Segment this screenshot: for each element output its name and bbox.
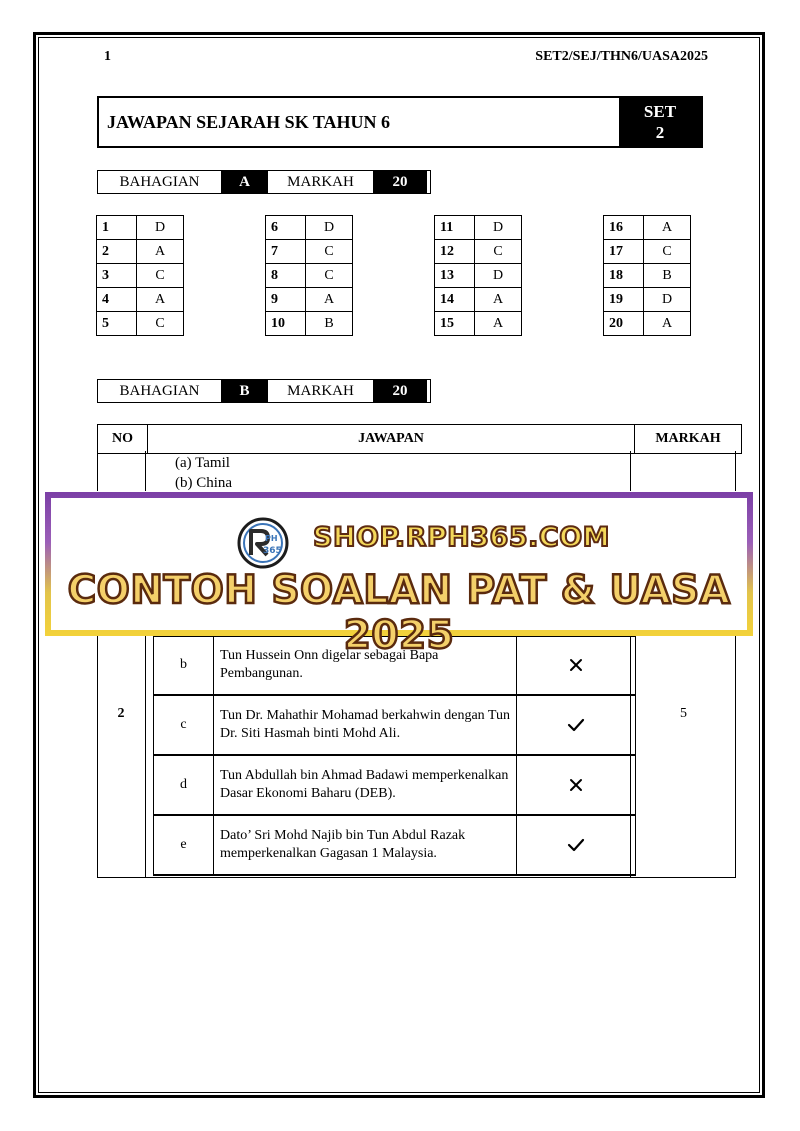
statement-letter: c xyxy=(154,695,214,755)
answer-letter: C xyxy=(475,240,522,264)
answer-table-1 xyxy=(96,215,184,336)
statement-row xyxy=(154,815,636,875)
statement-text: Tun Dr. Mahathir Mohamad berkahwin dengan Tun Dr. Siti Hasmah binti Mohd Ali. xyxy=(214,695,517,755)
answer-letter: D xyxy=(475,264,522,288)
answer-row xyxy=(266,312,353,336)
question-number: 19 xyxy=(604,288,644,312)
answer-letter: C xyxy=(644,240,691,264)
answer-letter: C xyxy=(306,240,353,264)
answer-row xyxy=(604,264,691,288)
answer-row xyxy=(97,312,184,336)
answer-letter: A xyxy=(644,216,691,240)
answer-row xyxy=(604,288,691,312)
answer-row xyxy=(266,216,353,240)
question-number: 12 xyxy=(435,240,475,264)
set-label: SET xyxy=(643,102,677,121)
question-2-statement-table xyxy=(153,636,636,876)
answer-row xyxy=(604,216,691,240)
answer-line: (b) China xyxy=(175,475,233,491)
answer-table-4 xyxy=(603,215,691,336)
answer-letter: A xyxy=(137,288,184,312)
section-b-table xyxy=(97,424,742,454)
question-number: 7 xyxy=(266,240,306,264)
answer-row xyxy=(266,288,353,312)
banner-title: CONTOH SOALAN PAT & UASA 2025 xyxy=(67,568,731,658)
answer-letter: B xyxy=(644,264,691,288)
question-1-answers xyxy=(175,453,232,493)
answer-letter: A xyxy=(475,312,522,336)
question-number: 15 xyxy=(435,312,475,336)
section-label: BAHAGIAN xyxy=(119,173,200,190)
question-number: 6 xyxy=(266,216,306,240)
question-number: 2 xyxy=(117,706,125,721)
answer-line: (a) Tamil xyxy=(175,455,230,471)
answer-letter: D xyxy=(137,216,184,240)
answer-letter: D xyxy=(306,216,353,240)
question-number: 4 xyxy=(97,288,137,312)
answer-row xyxy=(97,216,184,240)
question-number: 8 xyxy=(266,264,306,288)
column-divider xyxy=(630,451,631,491)
statement-letter: d xyxy=(154,755,214,815)
answer-row xyxy=(97,240,184,264)
answer-row xyxy=(435,312,522,336)
question-number: 11 xyxy=(435,216,475,240)
answer-row xyxy=(435,264,522,288)
question-number: 17 xyxy=(604,240,644,264)
cross-mark-icon xyxy=(517,755,636,815)
question-number: 16 xyxy=(604,216,644,240)
marks-label: MARKAH xyxy=(287,382,354,399)
question-number: 1 xyxy=(97,216,137,240)
statement-text: Dato’ Sri Mohd Najib bin Tun Abdul Razak memperkenalkan Gagasan 1 Malaysia. xyxy=(214,815,517,875)
answer-row xyxy=(435,288,522,312)
statement-row xyxy=(154,695,636,755)
answer-letter: D xyxy=(644,288,691,312)
document-title: JAWAPAN SEJARAH SK TAHUN 6 xyxy=(107,111,391,132)
promo-banner xyxy=(45,492,753,658)
answer-row xyxy=(266,264,353,288)
statement-letter: b xyxy=(154,637,214,695)
column-header-answer: JAWAPAN xyxy=(148,425,635,454)
answer-row xyxy=(435,240,522,264)
set-number: 2 xyxy=(655,123,665,142)
answer-row xyxy=(604,240,691,264)
statement-text: Tun Hussein Onn digelar sebagai Bapa Pembangunan. xyxy=(214,637,517,695)
marks-label: MARKAH xyxy=(287,173,354,190)
page-number: 1 xyxy=(104,49,111,64)
section-a-bar xyxy=(97,170,431,194)
answer-table-2 xyxy=(265,215,353,336)
question-number: 2 xyxy=(97,240,137,264)
answer-table-3 xyxy=(434,215,522,336)
table-header-row xyxy=(98,425,742,454)
answer-letter: C xyxy=(137,264,184,288)
answer-row xyxy=(604,312,691,336)
section-b-bar xyxy=(97,379,431,403)
section-letter: A xyxy=(221,171,268,193)
answer-letter: D xyxy=(475,216,522,240)
title-box xyxy=(97,96,703,148)
answer-letter: C xyxy=(137,312,184,336)
logo-text-top: PH xyxy=(265,534,278,543)
marks-value: 20 xyxy=(373,171,427,193)
section-label: BAHAGIAN xyxy=(119,382,200,399)
column-divider xyxy=(145,451,146,491)
answer-letter: B xyxy=(306,312,353,336)
column-divider xyxy=(145,636,146,878)
question-number: 14 xyxy=(435,288,475,312)
question-number: 3 xyxy=(97,264,137,288)
answer-row xyxy=(97,288,184,312)
logo-text-bottom: 365 xyxy=(263,546,282,556)
statement-row xyxy=(154,755,636,815)
column-header-no: NO xyxy=(98,425,148,454)
answer-letter: A xyxy=(306,288,353,312)
answer-row xyxy=(97,264,184,288)
answer-row xyxy=(266,240,353,264)
question-marks: 5 xyxy=(680,706,687,721)
answer-letter: A xyxy=(137,240,184,264)
question-number: 9 xyxy=(266,288,306,312)
question-number: 5 xyxy=(97,312,137,336)
banner-url[interactable]: SHOP.RPH365.COM xyxy=(313,522,611,553)
statement-text: Tun Abdullah bin Ahmad Badawi memperkenalkan Dasar Ekonomi Baharu (DEB). xyxy=(214,755,517,815)
question-number: 10 xyxy=(266,312,306,336)
column-header-marks: MARKAH xyxy=(635,425,742,454)
tick-mark-icon xyxy=(517,695,636,755)
question-number: 20 xyxy=(604,312,644,336)
answer-letter: C xyxy=(306,264,353,288)
set-badge xyxy=(619,98,701,146)
rph365-logo-icon xyxy=(237,517,289,569)
answer-letter: A xyxy=(644,312,691,336)
answer-row xyxy=(435,216,522,240)
marks-value: 20 xyxy=(373,380,427,402)
statement-letter: e xyxy=(154,815,214,875)
answer-letter: A xyxy=(475,288,522,312)
question-number: 18 xyxy=(604,264,644,288)
document-code: SET2/SEJ/THN6/UASA2025 xyxy=(535,49,708,64)
tick-mark-icon xyxy=(517,815,636,875)
section-letter: B xyxy=(221,380,268,402)
question-number: 13 xyxy=(435,264,475,288)
